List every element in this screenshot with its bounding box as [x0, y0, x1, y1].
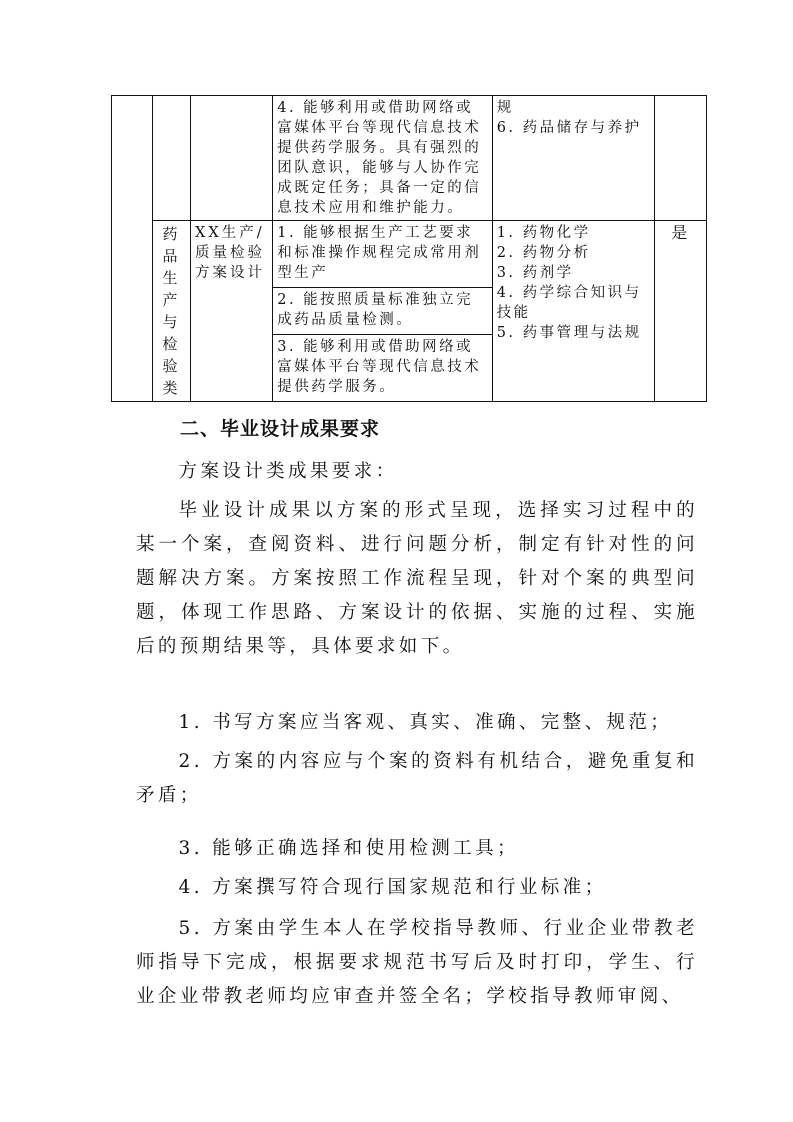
ability-cell	[273, 96, 492, 221]
list-item: 3. 能够正确选择和使用检测工具；	[178, 838, 519, 859]
ability-cell	[273, 334, 492, 401]
table-cell-empty	[654, 96, 706, 221]
section-heading: 二、毕业设计成果要求	[180, 418, 381, 440]
list-item: 2. 方案的内容应与个案的资料有机结合，避免重复和矛盾；	[136, 751, 698, 806]
list-item: 4. 方案撰写符合现行国家规范和行业标准；	[178, 877, 607, 898]
ability-3: 3. 能够利用或借助网络或富媒体平台等现代信息技术提供药学服务。	[277, 338, 482, 395]
list-item: 1. 书写方案应当客观、真实、准确、完整、规范；	[178, 712, 673, 733]
table-row	[112, 96, 707, 221]
table-cell-empty	[112, 96, 153, 402]
course-text: 规 6. 药品储存与养护	[496, 100, 642, 136]
ability-1: 1. 能够根据生产工艺要求和标准操作规程完成常用剂型生产	[277, 225, 482, 281]
list-item: 5. 方案由学生本人在学校指导教师、行业企业带教老师指导下完成，根据要求规范书写后及时打印，学生、行业企业带教老师均应审查并签全名；学校指导教师审阅、	[136, 918, 698, 1007]
ability-cell	[273, 288, 492, 335]
subheading: 方案设计类成果要求：	[178, 461, 398, 482]
course-cell	[492, 96, 654, 221]
ability-2: 2. 能按照质量标准独立完成药品质量检测。	[277, 292, 474, 329]
design-text: XX生产/质量检验方案设计	[195, 225, 266, 281]
table-cell-empty	[152, 96, 190, 221]
category-cell	[152, 221, 190, 402]
flag-text: 是	[671, 223, 690, 242]
course-cell	[492, 221, 654, 402]
requirements-table	[111, 95, 707, 402]
flag-cell	[654, 221, 706, 402]
table-cell-empty	[191, 96, 273, 221]
ability-text: 4. 能够利用或借助网络或富媒体平台等现代信息技术提供药学服务。具有强烈的团队意识，能够与人协作完成既定任务；具备一定的信息技术应用和维护能力。	[277, 100, 482, 216]
ability-cell	[273, 221, 492, 288]
table-row	[112, 221, 707, 288]
category-text: 药品生产与检验类	[162, 225, 181, 397]
course-list: 1. 药物化学 2. 药物分析 3. 药剂学 4. 药学综合知识与技能 5. 药事管理与法规	[496, 225, 642, 341]
intro-paragraph: 毕业设计成果以方案的形式呈现，选择实习过程中的某一个案，查阅资料、进行问题分析，制定有针对性的问题解决方案。方案按照工作流程呈现，针对个案的典型问题，体现工作思路、方案设计的依据、实施的过程、实施后的预期结果等，具体要求如下。	[136, 500, 698, 657]
design-cell	[191, 221, 273, 402]
